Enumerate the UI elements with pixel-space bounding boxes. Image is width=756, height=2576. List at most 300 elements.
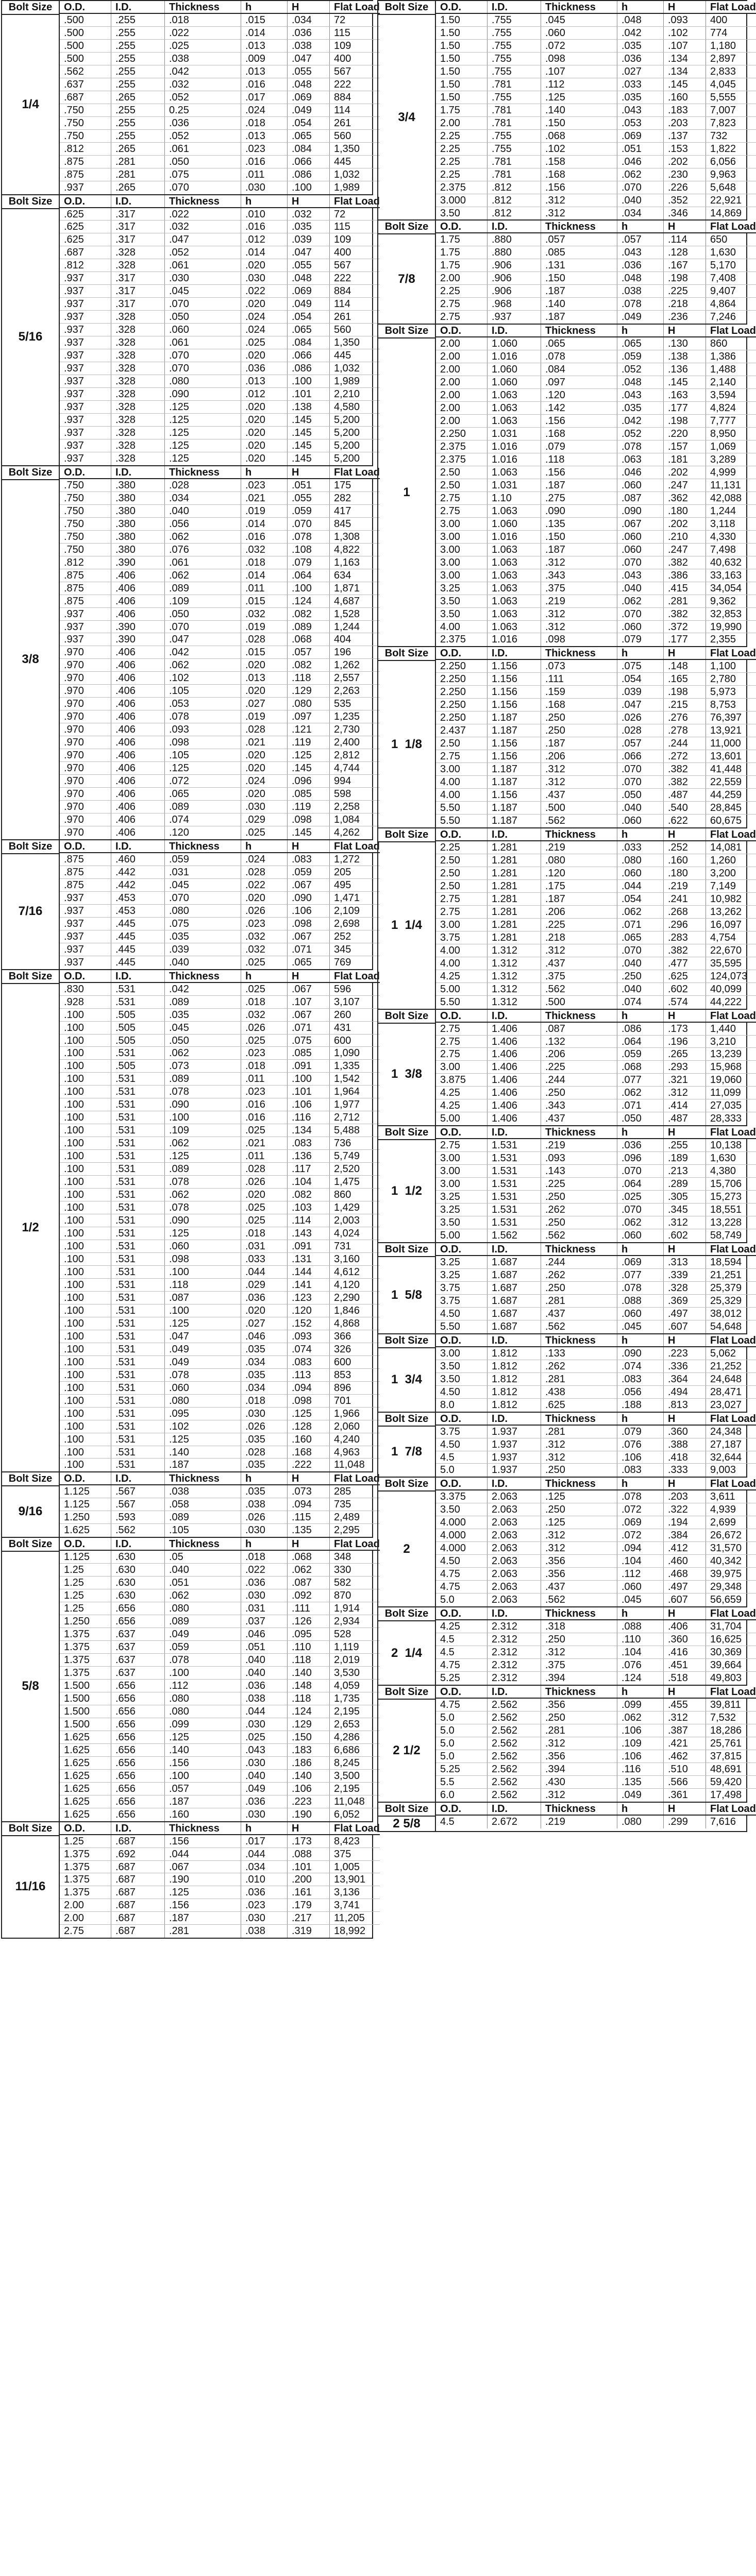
cell-id: 2.312: [488, 1659, 541, 1671]
cell-h: .069: [617, 130, 664, 142]
cell-H: .067: [288, 879, 330, 891]
cell-fl: 326: [334, 1343, 351, 1355]
cell-thk: .562: [541, 983, 617, 995]
cell-fl: 2,140: [710, 377, 736, 388]
header-h: h: [617, 1686, 664, 1698]
cell-h: .011: [241, 1073, 288, 1085]
cell-thk: .060: [541, 27, 617, 39]
cell-h: .035: [617, 40, 664, 52]
bolt-size-header: Bolt Size: [2, 1, 59, 15]
table-row: [436, 750, 756, 763]
cell-od: 1.25: [60, 1577, 111, 1589]
cell-h: .090: [617, 1347, 664, 1360]
cell-thk: .437: [541, 1308, 617, 1320]
cell-thk: .356: [541, 1699, 617, 1711]
cell-fl: 9,362: [710, 595, 736, 607]
cell-h: .057: [617, 233, 664, 246]
cell-H: .230: [664, 168, 706, 181]
cell-id: 1.406: [488, 1048, 541, 1060]
bolt-group-14: [377, 1125, 756, 1242]
cell-h: .013: [241, 65, 288, 78]
table-row: [436, 1490, 756, 1503]
cell-fl: 735: [334, 1499, 351, 1511]
cell-thk: .312: [541, 763, 617, 775]
header-h: h: [617, 828, 664, 840]
cell-od: 4.00: [436, 776, 488, 788]
cell-id: 1.016: [488, 531, 541, 543]
cell-id: .630: [111, 1577, 165, 1589]
cell-h: .088: [617, 1295, 664, 1307]
cell-H: .140: [288, 1770, 330, 1782]
cell-id: 1.812: [488, 1373, 541, 1385]
table-row: [60, 1163, 380, 1176]
table-row: [436, 233, 756, 246]
bolt-size-header: Bolt Size: [2, 1822, 59, 1836]
cell-thk: .262: [541, 1360, 617, 1372]
group-table: [60, 840, 380, 969]
group-table: [60, 1538, 380, 1821]
cell-thk: .079: [541, 440, 617, 453]
header-fl: Flat Load: [334, 195, 380, 207]
cell-od: 5.0: [436, 1724, 488, 1737]
cell-H: .134: [664, 53, 706, 65]
cell-fl: 1,235: [334, 711, 360, 723]
cell-od: 3.00: [436, 518, 488, 530]
cell-fl: 731: [334, 1241, 351, 1252]
cell-fl: 4,045: [710, 78, 736, 90]
cell-H: .198: [664, 686, 706, 698]
table-row: [436, 1036, 756, 1048]
bolt-size-value: 1 5/8: [391, 1287, 423, 1302]
table-row: [60, 427, 380, 439]
cell-H: .062: [288, 1564, 330, 1576]
cell-H: .382: [664, 776, 706, 788]
cell-fl: 21,251: [710, 1269, 742, 1281]
cell-H: .180: [664, 505, 706, 517]
cell-id: .328: [111, 375, 165, 387]
cell-h: .026: [241, 1022, 288, 1034]
cell-od: 4.50: [436, 1308, 488, 1320]
table-row: [436, 1451, 756, 1464]
cell-h: .109: [617, 1737, 664, 1750]
cell-H: .085: [288, 788, 330, 800]
cell-od: 1.625: [60, 1524, 111, 1537]
cell-od: 3.00: [436, 544, 488, 556]
cell-fl: 13,239: [710, 1048, 742, 1060]
header-row: [436, 1478, 756, 1490]
cell-H: .153: [664, 143, 706, 155]
cell-H: .217: [288, 1912, 330, 1924]
cell-h: .030: [241, 1408, 288, 1420]
cell-od: 5.50: [436, 996, 488, 1009]
cell-H: .118: [288, 1692, 330, 1705]
cell-h: .030: [241, 272, 288, 284]
table-row: [60, 1770, 380, 1783]
cell-h: .040: [617, 194, 664, 207]
header-h: h: [241, 466, 288, 478]
cell-H: .119: [288, 801, 330, 813]
cell-od: .970: [60, 710, 111, 723]
cell-fl: 1,335: [334, 1060, 360, 1072]
bolt-size-header: Bolt Size: [378, 1334, 435, 1348]
cell-od: .100: [60, 1189, 111, 1201]
cell-id: 1.060: [488, 518, 541, 530]
cell-id: .255: [111, 14, 165, 26]
cell-id: .906: [488, 272, 541, 284]
cell-h: .043: [617, 104, 664, 116]
cell-fl: 1,914: [334, 1603, 360, 1615]
cell-id: 2.562: [488, 1789, 541, 1802]
cell-od: .100: [60, 1163, 111, 1175]
cell-id: .380: [111, 505, 165, 517]
bolt-group-18: [377, 1477, 756, 1606]
cell-fl: 400: [334, 53, 351, 64]
cell-od: .100: [60, 1408, 111, 1420]
cell-id: .637: [111, 1667, 165, 1679]
cell-h: .062: [617, 595, 664, 607]
cell-od: .970: [60, 775, 111, 787]
cell-id: 1.281: [488, 931, 541, 944]
cell-H: .574: [664, 996, 706, 1009]
cell-h: .025: [241, 826, 288, 839]
cell-h: .094: [617, 1542, 664, 1554]
cell-H: .510: [664, 1763, 706, 1775]
cell-od: 5.00: [436, 1112, 488, 1125]
cell-od: 2.25: [436, 841, 488, 854]
cell-fl: 1,630: [710, 247, 736, 259]
cell-od: 3.00: [436, 763, 488, 775]
cell-h: .078: [617, 1282, 664, 1294]
cell-H: .145: [664, 376, 706, 388]
cell-fl: 1,069: [710, 440, 736, 452]
cell-H: .223: [288, 1795, 330, 1808]
cell-H: .084: [288, 336, 330, 349]
cell-id: .656: [111, 1705, 165, 1718]
cell-fl: 1,471: [334, 892, 360, 904]
cell-fl: 10,138: [710, 1140, 742, 1151]
cell-id: 1.406: [488, 1087, 541, 1099]
table-row: [436, 1776, 756, 1789]
cell-h: .080: [617, 1816, 664, 1828]
cell-od: .500: [60, 14, 111, 26]
cell-fl: 560: [334, 324, 351, 336]
table-row: [436, 737, 756, 750]
cell-fl: 39,664: [710, 1659, 742, 1671]
cell-fl: 600: [334, 1356, 351, 1368]
bolt-size-value: 2 1/2: [393, 1743, 421, 1757]
cell-fl: 1,846: [334, 1304, 360, 1316]
header-od: O.D.: [60, 1538, 111, 1550]
cell-thk: .187: [541, 544, 617, 556]
cell-od: 1.75: [436, 259, 488, 272]
table-row: [60, 866, 380, 879]
cell-thk: .102: [541, 143, 617, 155]
cell-H: .098: [288, 918, 330, 930]
cell-thk: .187: [541, 737, 617, 750]
cell-h: .124: [617, 1672, 664, 1685]
cell-id: 2.312: [488, 1672, 541, 1685]
table-row: [60, 646, 380, 659]
cell-fl: 282: [334, 492, 351, 504]
header-row: [436, 647, 756, 660]
header-fl: Flat Load: [710, 829, 756, 840]
cell-id: 1.406: [488, 1074, 541, 1086]
cell-od: 4.00: [436, 944, 488, 957]
cell-fl: 3,289: [710, 453, 736, 465]
cell-od: .937: [60, 956, 111, 969]
cell-h: .071: [617, 919, 664, 931]
header-od: O.D.: [60, 195, 111, 207]
cell-H: .322: [664, 1503, 706, 1516]
table-row: [60, 1408, 380, 1420]
cell-h: .020: [241, 762, 288, 774]
cell-H: .487: [664, 1112, 706, 1125]
cell-h: .036: [617, 53, 664, 65]
table-row: [60, 272, 380, 285]
cell-od: 3.875: [436, 1074, 488, 1086]
table-row: [60, 221, 380, 233]
group-table: [60, 195, 380, 465]
cell-id: .380: [111, 518, 165, 530]
bolt-size-column: [2, 840, 60, 969]
cell-od: 4.50: [436, 1438, 488, 1451]
bolt-size-value: 5/8: [22, 1679, 39, 1693]
bolt-size-header: Bolt Size: [378, 1, 435, 15]
header-fl: Flat Load: [334, 1822, 380, 1834]
cell-thk: .262: [541, 1204, 617, 1216]
cell-od: 1.625: [60, 1808, 111, 1821]
header-id: I.D.: [111, 840, 165, 852]
header-thk: Thickness: [165, 840, 241, 852]
cell-H: .289: [664, 1178, 706, 1190]
cell-fl: 13,228: [710, 1217, 742, 1229]
header-row: [436, 1334, 756, 1347]
cell-od: .750: [60, 117, 111, 129]
cell-id: .531: [111, 1201, 165, 1214]
cell-thk: .097: [541, 376, 617, 388]
table-row: [60, 1912, 380, 1925]
cell-thk: .394: [541, 1763, 617, 1775]
header-id: I.D.: [488, 1, 541, 13]
cell-thk: .120: [165, 826, 241, 839]
cell-id: .328: [111, 324, 165, 336]
cell-h: .018: [241, 117, 288, 129]
cell-od: .937: [60, 621, 111, 633]
cell-h: .022: [241, 1564, 288, 1576]
cell-H: .462: [664, 1750, 706, 1762]
cell-fl: 732: [710, 130, 728, 142]
cell-fl: 109: [334, 234, 351, 246]
cell-od: .100: [60, 1369, 111, 1381]
cell-thk: .05: [165, 1551, 241, 1563]
cell-h: .032: [241, 544, 288, 556]
cell-h: .062: [617, 1216, 664, 1229]
cell-h: .028: [241, 1446, 288, 1459]
bolt-size-header: Bolt Size: [2, 195, 59, 209]
bolt-size-value: 1 1/8: [391, 737, 423, 751]
table-row: [60, 983, 380, 996]
cell-id: .317: [111, 233, 165, 246]
cell-thk: .090: [541, 505, 617, 517]
cell-h: .035: [241, 1485, 288, 1498]
cell-h: .024: [241, 104, 288, 116]
cell-id: 1.531: [488, 1152, 541, 1164]
cell-thk: .050: [165, 156, 241, 168]
cell-id: .531: [111, 1459, 165, 1471]
cell-h: .024: [241, 853, 288, 866]
cell-thk: .125: [541, 1490, 617, 1503]
cell-fl: 13,901: [334, 1874, 366, 1886]
bolt-size-header: Bolt Size: [378, 1478, 435, 1492]
cell-thk: .125: [165, 762, 241, 774]
cell-h: .020: [241, 414, 288, 426]
cell-h: .068: [617, 1061, 664, 1073]
cell-thk: .250: [541, 1503, 617, 1516]
cell-thk: .125: [165, 1317, 241, 1330]
cell-thk: .045: [541, 14, 617, 26]
cell-h: .054: [617, 893, 664, 905]
table-row: [436, 337, 756, 350]
table-row: [436, 1750, 756, 1763]
cell-H: .190: [288, 1808, 330, 1821]
cell-h: .069: [617, 1516, 664, 1529]
cell-od: 5.0: [436, 1594, 488, 1606]
header-H: H: [288, 1, 330, 13]
cell-thk: .156: [165, 1835, 241, 1848]
cell-thk: .219: [541, 1816, 617, 1828]
cell-fl: 4,612: [334, 1266, 360, 1278]
table-row: [60, 892, 380, 905]
header-fl: Flat Load: [710, 1244, 756, 1255]
header-row: [436, 1686, 756, 1699]
cell-h: .043: [617, 389, 664, 401]
cell-h: .011: [241, 582, 288, 595]
group-table: [60, 1822, 380, 1938]
header-fl: Flat Load: [710, 1478, 756, 1490]
cell-id: .406: [111, 762, 165, 774]
cell-h: .014: [241, 569, 288, 582]
cell-od: 4.5: [436, 1646, 488, 1658]
cell-fl: 5,062: [710, 1347, 736, 1359]
table-row: [436, 931, 756, 944]
cell-h: .030: [241, 181, 288, 194]
cell-id: .281: [111, 156, 165, 168]
cell-od: .750: [60, 130, 111, 142]
bolt-size-header: Bolt Size: [378, 1010, 435, 1024]
cell-h: .036: [241, 1577, 288, 1589]
cell-h: .020: [241, 349, 288, 362]
header-h: h: [241, 1538, 288, 1550]
cell-id: 1.281: [488, 854, 541, 867]
cell-h: .070: [617, 556, 664, 569]
cell-H: .566: [664, 1776, 706, 1788]
header-od: O.D.: [436, 1010, 488, 1022]
cell-H: .218: [664, 298, 706, 310]
bolt-size-cell: [2, 466, 59, 839]
bolt-size-column: [378, 1243, 436, 1333]
cell-thk: .394: [541, 1672, 617, 1685]
cell-thk: .102: [165, 1420, 241, 1433]
cell-thk: .156: [541, 466, 617, 479]
cell-fl: 72: [334, 208, 346, 220]
cell-thk: .187: [541, 285, 617, 297]
table-row: [436, 983, 756, 996]
cell-h: .060: [617, 867, 664, 879]
cell-H: .136: [288, 1150, 330, 1162]
cell-h: .069: [617, 1256, 664, 1268]
cell-h: .052: [617, 428, 664, 440]
cell-thk: .089: [165, 1615, 241, 1628]
cell-H: .236: [664, 311, 706, 324]
cell-thk: .250: [541, 1633, 617, 1646]
header-thk: Thickness: [165, 970, 241, 982]
cell-h: .078: [617, 298, 664, 310]
cell-id: .531: [111, 1111, 165, 1124]
cell-id: 1.031: [488, 479, 541, 492]
cell-H: .602: [664, 1229, 706, 1242]
cell-id: .255: [111, 117, 165, 129]
cell-H: .813: [664, 1399, 706, 1412]
cell-thk: .112: [165, 1680, 241, 1692]
cell-fl: 994: [334, 775, 351, 787]
cell-od: 3.00: [436, 1061, 488, 1073]
cell-h: .020: [241, 749, 288, 761]
cell-id: .255: [111, 78, 165, 91]
bolt-size-value: 3/8: [22, 652, 39, 667]
table-row: [60, 518, 380, 531]
cell-thk: .089: [165, 996, 241, 1008]
cell-H: .138: [288, 401, 330, 413]
cell-od: .100: [60, 1111, 111, 1124]
cell-fl: 366: [334, 1330, 351, 1342]
cell-od: 1.50: [436, 14, 488, 26]
cell-thk: .312: [541, 207, 617, 220]
cell-fl: 5,170: [710, 260, 736, 272]
bolt-group-7: [1, 1821, 380, 1939]
header-fl: Flat Load: [710, 1010, 756, 1022]
table-row: [60, 104, 380, 117]
cell-od: 5.0: [436, 1750, 488, 1762]
table-row: [436, 1295, 756, 1308]
cell-h: .040: [617, 957, 664, 970]
table-row: [60, 130, 380, 143]
cell-thk: .312: [541, 776, 617, 788]
cell-fl: 6,686: [334, 1744, 360, 1756]
cell-od: 3.00: [436, 1178, 488, 1190]
table-row: [60, 375, 380, 388]
cell-od: 3.375: [436, 1490, 488, 1503]
cell-id: .531: [111, 1433, 165, 1446]
cell-fl: 3,136: [334, 1887, 360, 1899]
cell-fl: 5,200: [334, 414, 360, 426]
cell-h: .019: [241, 505, 288, 517]
cell-h: .064: [617, 1178, 664, 1190]
cell-od: 4.50: [436, 1386, 488, 1398]
table-row: [60, 905, 380, 918]
table-row: [60, 452, 380, 465]
cell-id: .406: [111, 801, 165, 813]
cell-h: .035: [241, 1433, 288, 1446]
cell-od: 4.50: [436, 1555, 488, 1567]
cell-thk: .140: [541, 104, 617, 116]
cell-id: .380: [111, 531, 165, 543]
header-fl: Flat Load: [334, 970, 380, 982]
cell-thk: .125: [165, 452, 241, 465]
cell-fl: 1,272: [334, 853, 360, 865]
cell-od: .100: [60, 1279, 111, 1291]
cell-fl: 4,240: [334, 1433, 360, 1445]
cell-id: .328: [111, 452, 165, 465]
